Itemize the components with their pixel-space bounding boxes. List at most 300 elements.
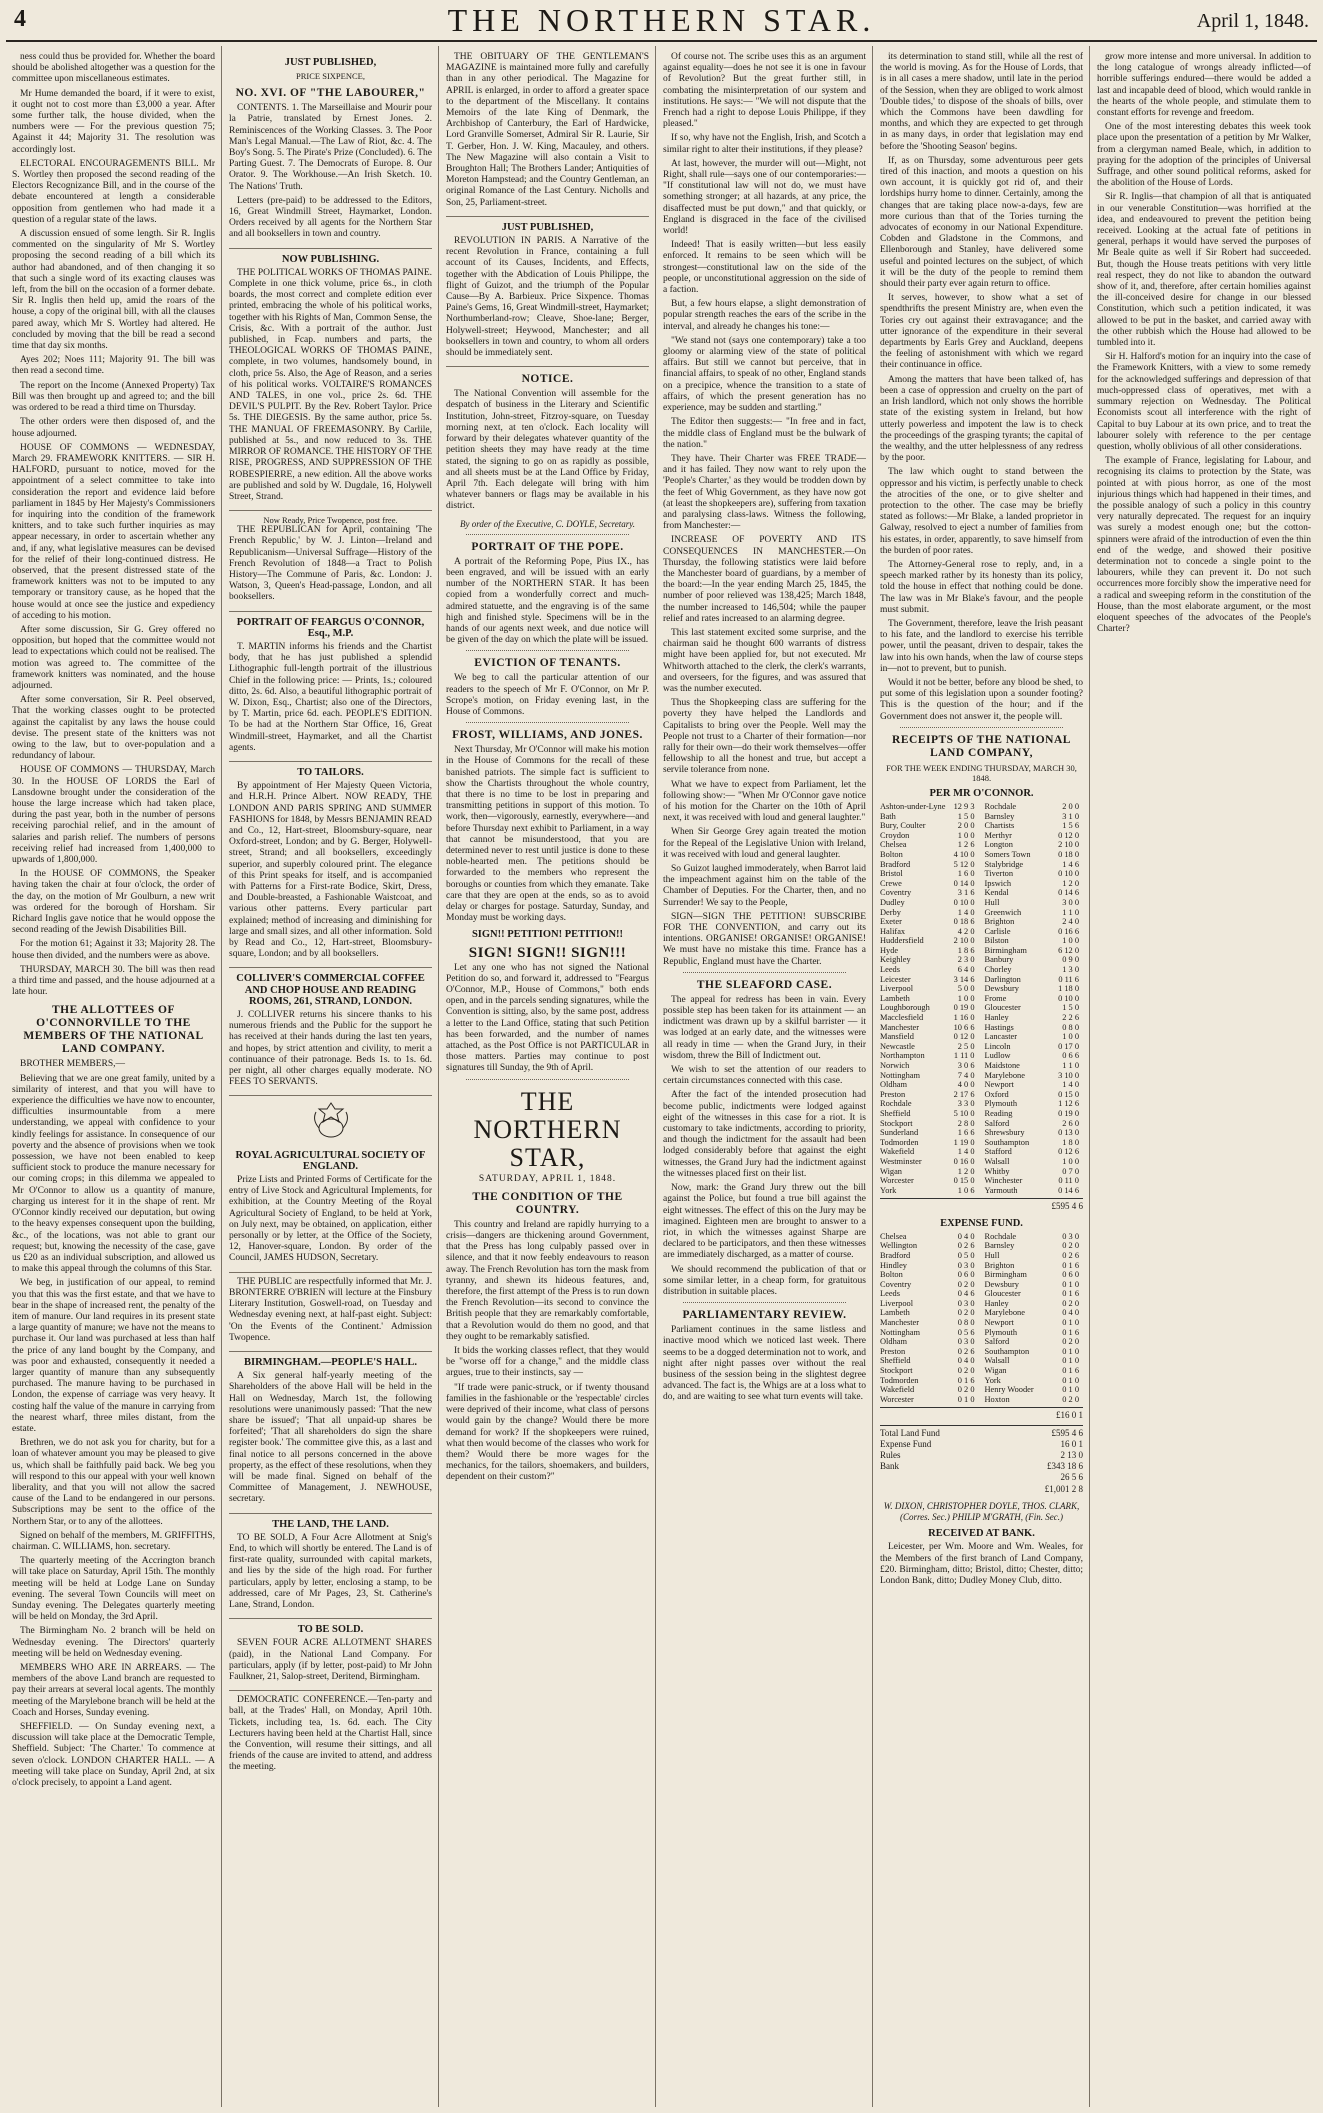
divider — [466, 1079, 629, 1080]
royal-crest-icon — [229, 1100, 432, 1144]
branch-name: Brighton — [984, 1260, 1015, 1270]
article-paragraph: The example of France, legislating for Labour, and recognising its claims to protection by the State, was pointed at with pious horror, as one of the most injurious things which had happened in their times, and the possible analogy of such a policy in this country very naturally deprecated. The request for an inquiry was surely a modest enough one; but the cotton-spinners were afraid of the introduction of even the thin end of the wedge, and showed their positive determination not to concede a single point to the labourers, while they can prevent it. Do not such occurrences more forcibly show the imperative need for a radical and sweeping reform in the constitution of the House, than the most elaborate argument, or the most eloquent speeches of the advocates of the People's Charter? — [1097, 456, 1311, 635]
amount: 0 1 6 — [1062, 1327, 1079, 1337]
table-row — [880, 1186, 979, 1196]
branch-name: Oldham — [880, 1337, 907, 1347]
column-5 — [880, 52, 1083, 2107]
amount: 0 10 0 — [1058, 869, 1079, 879]
amount: 1 6 6 — [957, 1128, 975, 1138]
branch-name: Westminster — [880, 1156, 922, 1166]
amount: 1 19 0 — [953, 1137, 975, 1147]
amount: 4 10 0 — [953, 849, 975, 859]
newspaper-title: THE NORTHERN STAR. — [447, 2, 876, 38]
branch-name: Todmorden — [880, 1375, 919, 1385]
amount: 0 10 0 — [953, 897, 975, 907]
table-row — [985, 1003, 1084, 1013]
article-paragraph: Parliament continues in the same listless and inactive mood which we noticed last week. There seems to be a dogged determination not to work, and night after night passes over without the real business of the session being in the slightest degree advanced. The fact is, the Whigs are at a loss what to do, and are waiting to see what turn events will take. — [663, 1325, 866, 1403]
table-row — [880, 1080, 979, 1090]
ad-heading: Now Ready, Price Twopence, post free. — [263, 515, 398, 526]
branch-name: Coventry — [880, 888, 912, 898]
table-row — [985, 1119, 1084, 1129]
amount: 0 9 0 — [1062, 955, 1079, 965]
amount: 0 3 0 — [957, 1298, 975, 1308]
letter-paragraph: We beg, in justification of our appeal, to remind you that this was the first estate, and that we have to bear in the shape of increased rent, the penalty of the item of manure. Our land requires in its present state a large quantity of manure; we have not the means to purchase it. Our land was purchased at less than half the price of any land bought by the Company, and was poor and exhausted, consequently it needed a larger quantity of manure than any subsequently purchased. The manure having to be purchased in London, the expense of carriage was very heavy. It costing half the value of the manure in carrying from the nearest wharf, three miles distant, from the estate. — [12, 1278, 215, 1434]
amount: 2 8 0 — [957, 1118, 975, 1128]
amount: 2 0 0 — [957, 821, 975, 831]
branch-name: Stockport — [880, 1366, 913, 1376]
amount: 7 4 0 — [957, 1070, 975, 1080]
table-row — [880, 1366, 979, 1376]
branch-name: Halifax — [880, 926, 906, 936]
table-row — [985, 908, 1084, 918]
table-row — [880, 1042, 979, 1052]
table-row — [985, 821, 1084, 831]
divider — [466, 722, 629, 723]
branch-name: Macclesfield — [880, 1013, 924, 1023]
amount: 1 2 0 — [957, 1166, 975, 1176]
table-row — [985, 1241, 1084, 1251]
branch-name: Mansfield — [880, 1032, 914, 1042]
expense-headline: EXPENSE FUND. — [940, 1217, 1023, 1229]
article-paragraph: Indeed! That is easily written—but less easily enforced. It remains to be seen which will be strongest—constitutional law on the side of the people, or unconstitutional aggression on the side of a faction. — [663, 240, 866, 296]
article-paragraph: INCREASE OF POVERTY AND ITS CONSEQUENCES IN MANCHESTER.—On Thursday, the following statistics were laid before the Manchester board of guardians, by a member of the board:—In the year ending March 25, 1845, the number of poor relieved was 138,425; March 1848, the number increased to 146,504; while the pauper relief and rates increased to an alarming degree. — [663, 535, 866, 624]
branch-name: Dewsbury — [984, 984, 1019, 994]
amount: 2 4 0 — [1062, 917, 1079, 927]
branch-name: Barnsley — [984, 811, 1015, 821]
article-paragraph: Let any one who has not signed the National Petition do so, and forward it, addressed to "Feargus O'Connor, M.P., House of Commons," both ends open, and in the parcels sending signatures, while the Convention is sitting, also, by the same post, address a letter to the Land Office, stating that such Petition has been forwarded, and the number of names attached, as the Post Office is not PARTICULAR in those matters. Parties may continue to post signatures till Sunday, the 9th of April. — [446, 962, 649, 1074]
amount: 1 2 6 — [957, 840, 975, 850]
receipts-table — [880, 802, 1083, 1195]
amount: 0 5 6 — [957, 1327, 975, 1337]
branch-name: Hindley — [880, 1260, 907, 1270]
branch-name: Worcester — [880, 1176, 914, 1186]
amount: 1 6 0 — [957, 869, 975, 879]
table-row — [985, 1167, 1084, 1177]
branch-name: Liverpool — [880, 984, 914, 994]
article-paragraph: When Sir George Grey again treated the motion for the Repeal of the Legislative Union with Ireland, it was received with loud and general laughter. — [663, 827, 866, 860]
advertisement — [229, 973, 432, 1096]
table-row — [880, 869, 979, 879]
article-paragraph: For the motion 61; Against it 33; Majority 28. The house then divided, and the numbers were as above. — [12, 939, 215, 961]
column-divider — [438, 46, 439, 2107]
advertisement — [229, 1357, 432, 1514]
article-paragraph: We beg to call the particular attention of our readers to the speech of Mr F. O'Connor, on Mr P. Scrope's motion, on Friday evening last, in the House of Commons. — [446, 673, 649, 717]
amount: 0 16 0 — [953, 1156, 975, 1166]
amount: 1 4 0 — [1062, 1080, 1079, 1090]
table-row — [880, 927, 979, 937]
amount: 1 4 0 — [957, 1147, 975, 1157]
table-row — [985, 1251, 1084, 1261]
amount: 0 1 0 — [1062, 1346, 1079, 1356]
amount: 1 0 0 — [957, 830, 975, 840]
article-paragraph: The Attorney-General rose to reply, and, in a speech marked rather by its honesty than its policy, told the house in effect that nothing could be done. The law was in Mr Blake's favour, and the people must submit. — [880, 559, 1083, 615]
article-paragraph: After some conversation, Sir R. Peel observed, That the working classes ought to be protected against the capitalist by any laws the house could devise. The present state of the knitters was not owing to the law, but to over-population and a redundancy of labour. — [12, 695, 215, 762]
table-row — [985, 965, 1084, 975]
amount: 2 6 0 — [1062, 1118, 1079, 1128]
article-paragraph: What we have to expect from Parliament, let the following show:— "When Mr O'Connor gave notice of his motion for the Charter on the 10th of April next, it was received with loud and general laughter." — [663, 779, 866, 824]
amount: 1 5 0 — [1062, 1003, 1079, 1013]
amount: 0 2 6 — [957, 1241, 975, 1251]
letter-paragraph: Believing that we are one great family, united by a similarity of interest, and that you will have to experience the difficulties we have now to encounter, difficulties insurmountable from a mere understanding, we appeal with confidence to your kindly feelings for assistance. In consequence of our poverty and the absence of provisions when we took possession, we have not been enabled to keep sufficient stock to produce the manure necessary for our coming crops; in this dilemma we appealed to Mr O'Connor to allow us a quantity of manure, charging us interest for it in the shape of rent. Mr O'Connor kindly received our deputation, but owing to the heavy expenses consequent upon the building, &c., of the locations, was not able to grant our request; but, knowing the necessity of the case, gave us £20 as an individual subscription, and allowed us to make this appeal through the columns of this Star. — [12, 1073, 215, 1275]
article-paragraph: ELECTORAL ENCOURAGEMENTS BILL. Mr S. Wortley then proposed the second reading of the Electors Recognizance Bill, and in the course of the debate encountered at length a considerable opposition from gentlemen who had made it a question of a regular state of the laws. — [12, 158, 215, 225]
notice-paragraph: The quarterly meeting of the Accrington branch will take place on Saturday, April 15th. The monthly meeting will be held at Lodge Lane on Sunday evening. The several Town Councils will meet on Sunday evening. The Delegates quarterly meeting will be held on Monday, the 3rd April. — [12, 1556, 215, 1623]
branch-name: Crewe — [880, 878, 902, 888]
branch-name: Greenwich — [984, 907, 1022, 917]
amount: 3 1 0 — [1062, 811, 1079, 821]
amount: 0 11 0 — [1058, 1176, 1079, 1186]
amount: 0 10 0 — [1058, 993, 1079, 1003]
table-row — [985, 1376, 1084, 1386]
table-row — [985, 888, 1084, 898]
section-headline: FROST, WILLIAMS, AND JONES. — [452, 729, 643, 742]
article-paragraph: Ayes 202; Noes 111; Majority 91. The bill was then read a second time. — [12, 355, 215, 377]
branch-name: Carlisle — [984, 926, 1011, 936]
article-paragraph: ness could thus be provided for. Whether the board should be abolished altogether was a question for the committee upon miscellaneous estimates. — [12, 52, 215, 85]
total-row — [880, 1461, 1083, 1472]
advertisement — [229, 515, 432, 611]
advertisement — [229, 1277, 432, 1352]
totals-block — [880, 1425, 1083, 1495]
table-row — [985, 994, 1084, 1004]
divider — [466, 534, 629, 535]
article-paragraph: The other orders were then disposed of, and the house adjourned. — [12, 417, 215, 439]
table-row — [880, 984, 979, 994]
amount: 2 10 0 — [1058, 840, 1079, 850]
total-label: Bank — [880, 1461, 899, 1472]
notice-paragraph: SHEFFIELD. — On Sunday evening next, a discussion will take place at the Democratic Temple, Sheffield. Subject: 'The Charter.' To commence at seven o'clock. LONDON CHARTER HALL. — A meeting will take place on Sunday, April 2nd, at six o'clock precisely, to appoint a Land agent. — [12, 1722, 215, 1789]
section-headline: THE SLEAFORD CASE. — [696, 978, 833, 991]
ad-body: THE REPUBLICAN for April, containing 'The French Republic,' by W. J. Linton—Ireland and Republicanism—Universal Suffrage—History of the French Revolution of 1848—a Tract to Polish History—The Commune of Paris, &c. London: J. Watson, 3, Queen's Head-passage, London, and all booksellers. — [229, 525, 432, 603]
sum-value: £595 4 6 — [1051, 1201, 1083, 1212]
branch-name: Shrewsbury — [984, 1128, 1025, 1138]
table-row — [985, 1356, 1084, 1366]
table-row — [880, 1176, 979, 1186]
ad-heading: NOW PUBLISHING. — [281, 253, 380, 265]
branch-name: Sheffield — [880, 1108, 911, 1118]
ad-body: SEVEN FOUR ACRE ALLOTMENT SHARES (paid), in the National Land Company. For particulars, apply (if by letter, post-paid) to Mr John Faulkner, 21, Salop-street, Deritend, Birmingham. — [229, 1638, 432, 1682]
table-row — [880, 888, 979, 898]
column-divider — [221, 46, 222, 2107]
article-paragraph: Would it not be better, before any blood be shed, to put some of this legislation upon a sounder footing? This is the question of the hour; and if the Government does not answer it, the people will. — [880, 677, 1083, 722]
branch-name: Salford — [984, 1118, 1010, 1128]
advertisement — [446, 222, 649, 367]
amount: 1 0 0 — [1062, 1156, 1079, 1166]
branch-name: Chartists — [984, 821, 1015, 831]
amount: 0 2 0 — [1062, 1298, 1079, 1308]
article-paragraph: The law which ought to stand between the oppressor and his victim, is perfectly unable to check the atrocities of the one, or to give shelter and protection to the other. The case may be briefly stated as follows:—Mr Blake, a landed proprietor in Galway, resolved to eject a number of families from his estates, in order, apparently, to save himself from the burden of poor rates. — [880, 467, 1083, 556]
table-row — [880, 812, 979, 822]
ad-body: By appointment of Her Majesty Queen Victoria, and H.R.H. Prince Albert. NOW READY, THE LONDON AND PARIS SPRING AND SUMMER FASHIONS for 1848, by Messrs BENJAMIN READ and Co., 12, Hart-street, Bloomsbury-square, near Oxford-street, London; and by G. Berger, Holywell-street, Strand; and all booksellers, exceedingly superior, and superbly coloured print. The elegance of this Print speaks for itself, and is accompanied with Patterns for a First-rate Bodice, Skirt, Dress, and Double-breasted, a Fashionable Waistcoat, and various other patterns. Every particular part explained; method of increasing and diminishing for large and small sizes, and all other information. Sold by Read and Co., 12, Hart-street, Bloomsbury-square, London; and by all booksellers. — [229, 781, 432, 960]
amount: 2 0 0 — [1062, 801, 1079, 811]
receipts-sum — [880, 1198, 1083, 1212]
table-row — [880, 946, 979, 956]
branch-name: Frome — [984, 993, 1007, 1003]
branch-name: Maidstone — [984, 1061, 1020, 1071]
article-paragraph: Mr Hume demanded the board, if it were to exist, it ought not to cost more than £3,000 a year. After some further talk, the house divided, when the numbers were — For the previous question 75; Against it 44; Majority 31. The resolution was accordingly lost. — [12, 88, 215, 155]
column-2 — [229, 52, 432, 2107]
advertisement — [229, 254, 432, 511]
table-row — [880, 1328, 979, 1338]
column-6 — [1097, 52, 1311, 2107]
article-paragraph: A portrait of the Reforming Pope, Pius IX., has been engraved, and will be issued with an early number of the NORTHERN STAR. It has been copied from a wonderfully correct and much-admired statuette, and the engraving is of the same high and finished style. Specimens will be in the hands of our agents next week, and due notice will be given of the day on which the plate will be issued. — [446, 556, 649, 646]
expense-sum — [880, 1407, 1083, 1421]
ad-heading: TO TAILORS. — [297, 766, 364, 778]
branch-name: Darlington — [984, 974, 1021, 984]
section-headline: PARLIAMENTARY REVIEW. — [682, 1309, 847, 1322]
branch-name: Bolton — [880, 1270, 903, 1280]
ad-body: T. MARTIN informs his friends and the Chartist body, that he has just published a splendid Lithographic full-length portrait of the illustrious Chief in the following price: — Prints, 1s.; coloured ditto, 2s. 6d. Also, a beautiful lithographic portrait of W. Dixon, Esq., Chartist; also one of the Directors, by T. Martin, price 6d. each. PEOPLE'S EDITION. To be had at the Northern Star Office, 16, Great Windmill-street, Haymarket, and all the Chartist agents. — [229, 641, 432, 753]
advertisement — [229, 1624, 432, 1691]
amount: 1 1 0 — [1062, 907, 1079, 917]
ad-heading: TO BE SOLD. — [297, 1624, 364, 1636]
amount: 0 4 0 — [1062, 1308, 1079, 1318]
amount: 1 5 0 — [957, 811, 975, 821]
table-row — [985, 1109, 1084, 1119]
branch-name: Bristol — [880, 869, 903, 879]
table-row — [880, 1032, 979, 1042]
amount: 6 4 0 — [957, 965, 975, 975]
branch-name: Rochdale — [984, 1231, 1017, 1241]
table-row — [880, 917, 979, 927]
article-paragraph: It serves, however, to show what a set of spendthrifts the present Ministry are, when even the Tories cry out against their extravagance; and the utter ignorance of the expenditure in their several departments by Earls Grey and Auckland, deepens the feeling of astonishment with which we regard their continuance in office. — [880, 293, 1083, 371]
branch-name: Derby — [880, 907, 901, 917]
table-row — [985, 984, 1084, 994]
table-row — [985, 802, 1084, 812]
branch-name: Norwich — [880, 1061, 910, 1071]
amount: 0 1 0 — [1062, 1375, 1079, 1385]
branch-name: Manchester — [880, 1022, 920, 1032]
table-row — [880, 1376, 979, 1386]
ad-heading: JUST PUBLISHED, — [284, 57, 377, 68]
table-row — [880, 1099, 979, 1109]
branch-name: Somers Town — [984, 849, 1031, 859]
amount: 0 8 0 — [957, 1318, 975, 1328]
amount: 0 2 0 — [957, 1279, 975, 1289]
table-row — [880, 1023, 979, 1033]
branch-name: Nottingham — [880, 1327, 921, 1337]
table-row — [880, 860, 979, 870]
ad-heading: BIRMINGHAM.—PEOPLE'S HALL. — [244, 1356, 417, 1368]
amount: 0 2 6 — [1062, 1250, 1079, 1260]
leader-date: SATURDAY, APRIL 1, 1848. — [478, 1173, 617, 1184]
table-row — [985, 1395, 1084, 1405]
divider — [466, 650, 629, 651]
branch-name: Walsall — [984, 1156, 1010, 1166]
amount: 0 2 0 — [957, 1308, 975, 1318]
amount: 0 4 6 — [957, 1289, 975, 1299]
article-paragraph: The National Convention will assemble for the despatch of business in the Literary and Scientific Institution, John-street, Fitzroy-square, on Tuesday morning next, at ten o'clock. Each locality will forward by their delegates whatever quantity of the petition sheets they may have ready at the time stated, the signing to go on as rapidly as possible, and all sheets must be at the Land Office by Friday, April 7th. Each delegate will bring with him whatever banners or flags may be available in his district. — [446, 389, 649, 512]
section-headline: THE CONDITION OF THE COUNTRY. — [472, 1190, 623, 1216]
amount: 1 8 6 — [957, 945, 975, 955]
amount: 0 19 0 — [1058, 1108, 1079, 1118]
article-paragraph: So Guizot laughed immoderately, when Barrot laid the impeachment against him on the table of the Chamber of Deputies. For the Charter, then, and no Surrender! We say to the People, — [663, 864, 866, 908]
amount: 0 14 6 — [1058, 888, 1079, 898]
amount: 1 3 0 — [1062, 965, 1079, 975]
branch-name: Newport — [984, 1318, 1014, 1328]
article-paragraph: "If trade were panic-struck, or if twenty thousand families in the fashionable or the 'respectable' circles were deprived of their income, what class of persons would gain by the change? Would there be more demand for work? If the shopkeepers were ruined, what then would become of the classes who work for them? Would there be more wages for the mechanics, for the tailors, shoemakers, and builders, dependent on their custom?" — [446, 1382, 649, 1483]
branch-name: Chorley — [984, 965, 1012, 975]
table-row — [880, 821, 979, 831]
amount: 0 4 0 — [957, 1356, 975, 1366]
total-row — [880, 1428, 1083, 1439]
branch-name: Liverpool — [880, 1298, 914, 1308]
table-row — [985, 1366, 1084, 1376]
table-row — [985, 860, 1084, 870]
branch-name: Newport — [984, 1080, 1014, 1090]
branch-name: Nottingham — [880, 1070, 921, 1080]
letter-headline: THE ALLOTTEES OF O'CONNORVILLE TO THE MEMBERS OF THE NATIONAL LAND COMPANY. — [23, 1004, 204, 1056]
branch-name: Walsall — [984, 1356, 1010, 1366]
amount: 1 0 0 — [957, 993, 975, 1003]
branch-name: Ludlow — [984, 1051, 1011, 1061]
branch-name: Stockport — [880, 1118, 913, 1128]
table-row — [985, 1232, 1084, 1242]
receipts-subheading: PER MR O'CONNOR. — [929, 787, 1034, 799]
ad-body: TO BE SOLD, A Four Acre Allotment at Snig's End, to which will shortly be entered. The Land is of first-rate quality, surrounded with capital markets, and lies by the side of the high road. For further particulars, apply by letter, enclosing a stamp, to be addressed, care of Mr Pages, 23, St. Catherine's Lane, Strand, London. — [229, 1532, 432, 1610]
branch-name: Gloucester — [984, 1003, 1021, 1013]
amount: 0 3 0 — [957, 1337, 975, 1347]
article-paragraph: The Editor then suggests:— "In free and in fact, the middle class of England must be the bulwark of the nation." — [663, 417, 866, 450]
column-divider — [872, 46, 873, 2107]
table-row — [985, 1318, 1084, 1328]
section-headline: NOTICE. — [521, 373, 574, 386]
expense-table — [880, 1232, 1083, 1405]
amount: 2 5 0 — [957, 1041, 975, 1051]
directors-signature: W. DIXON, CHRISTOPHER DOYLE, THOS. CLARK, (Corres. Sec.) PHILIP M'GRATH, (Fin. Sec.) — [883, 1500, 1080, 1523]
article-paragraph: Sir R. Inglis—that champion of all that is antiquated in our venerable Constitution—was horrified at the idea, and endeavoured to prevent the petition being received. Looking at the actual fate of petitions in general, perhaps it would have served the purposes of Mr Beale quite as well if Sir Robert had succeeded. But, though the House treats petitions with very little real respect, they do not like to abandon the outward show of it, and, therefore, after certain homilies against the ill-conceived desire for change in our blessed Constitution, which such a petition indicated, it was allowed to be put in the basket, and carried away with the other rubbish which the House had allowed to be tumbled into it. — [1097, 192, 1311, 349]
branch-name: Croydon — [880, 830, 910, 840]
amount: 0 2 0 — [957, 1366, 975, 1376]
branch-name: Stafford — [984, 1147, 1012, 1157]
branch-name: York — [984, 1375, 1001, 1385]
table-row — [985, 1308, 1084, 1318]
branch-name: Leeds — [880, 965, 900, 975]
amount: 6 12 0 — [1058, 945, 1079, 955]
amount: 1 1 0 — [1062, 1061, 1079, 1071]
branch-name: Manchester — [880, 1318, 920, 1328]
amount: 0 18 0 — [1058, 849, 1079, 859]
amount: 0 12 0 — [1058, 830, 1079, 840]
article-paragraph: The appeal for redress has been in vain. Every possible step has been taken for its attainment — an indictment was drawn up by a skilful barrister — it was lodged at an early date, and the witnesses were all ready in time — when the Grand Jury, in their wisdom, threw the Bill of Indictment out. — [663, 994, 866, 1061]
amount: 0 16 6 — [1058, 926, 1079, 936]
amount: 0 1 6 — [1062, 1289, 1079, 1299]
amount: 0 3 0 — [1062, 1231, 1079, 1241]
ad-body: REVOLUTION IN PARIS. A Narrative of the recent Revolution in France, containing a full account of its Causes, Incidents, and Effects, together with the Abdication of Louis Philippe, the flight of Guizot, and the triumph of the Popular Cause—By A. Barbieux. Price Sixpence. Thomas Paine's Gems, 16, Great Windmill-street, Haymarket; Northumberland-row; Cleave, Shoe-lane; Berger, Holywell-street; Heywood, Manchester; and all booksellers in town and country, to whom all orders should be immediately sent. — [446, 236, 649, 359]
table-row — [880, 1157, 979, 1167]
article-paragraph: But, a few hours elapse, a slight demonstration of popular strength reaches the ears of the scribe in the interval, and already he changes his tone:— — [663, 299, 866, 332]
amount: 0 6 0 — [957, 1270, 975, 1280]
branch-name: Hanley — [984, 1013, 1009, 1023]
amount: 2 17 6 — [953, 1089, 975, 1099]
article-paragraph: "We stand not (says one contemporary) take a too gloomy or alarming view of the state of political affairs. But still we cannot but perceive, that in financial affairs, to speak of no other, England stands on a precipice, whence the transition to a state of affairs, of which the present generation has no experience, may be sudden and startling." — [663, 335, 866, 414]
table-row — [985, 1270, 1084, 1280]
amount: 0 15 0 — [1058, 1089, 1079, 1099]
table-row — [880, 994, 979, 1004]
table-row — [985, 1099, 1084, 1109]
amount: 0 8 0 — [1062, 1022, 1079, 1032]
branch-name: Keighley — [880, 955, 911, 965]
table-row — [985, 946, 1084, 956]
amount: 1 0 0 — [1062, 936, 1079, 946]
branch-name: Brighton — [984, 917, 1015, 927]
column-divider — [1089, 46, 1090, 2107]
branch-name: Coventry — [880, 1279, 912, 1289]
branch-name: Oldham — [880, 1080, 907, 1090]
article-paragraph: After some discussion, Sir G. Grey offered no opposition, but hoped that the committee would not lead to expectations which could not be realised. The motion was agreed to. The committee of the framework knitters was nominated, and the house adjourned. — [12, 624, 215, 691]
sum-value: £16 0 1 — [1056, 1410, 1083, 1421]
column-1 — [12, 52, 215, 2107]
bank-headline: RECEIVED AT BANK. — [928, 1528, 1035, 1540]
table-row — [985, 1347, 1084, 1357]
branch-name: Exeter — [880, 917, 902, 927]
total-value: £343 18 6 — [1047, 1461, 1083, 1472]
branch-name: Plymouth — [984, 1099, 1018, 1109]
article-paragraph: At last, however, the murder will out—Might, not Right, shall rule—says one of our contemporaries:— "If constitutional law will not do, we must have something stronger; at all hazards, at any price, the disaffected must be put down," and that quickly, or England is disgraced in the face of the civilised world! — [663, 158, 866, 237]
letter-paragraph: Brethren, we do not ask you for charity, but for a loan of whatever amount you may be pleased to give us, which shall be faithfully paid back. We beg you will respond to this our appeal with your well known liberality, and that you will not allow the sacred cause of the Land to be endangered in our persons. Subscriptions may be sent to the office of the Northern Star, or to any of the allottees. — [12, 1438, 215, 1527]
table-row — [880, 936, 979, 946]
ad-heading: PORTRAIT OF FEARGUS O'CONNOR, Esq., M.P. — [236, 616, 425, 639]
table-row — [880, 850, 979, 860]
table-row — [880, 1251, 979, 1261]
leader-title: THE NORTHERN STAR, — [473, 1086, 622, 1172]
branch-name: Bradford — [880, 859, 911, 869]
table-row — [880, 1318, 979, 1328]
ad-title: NO. XVI. OF "THE LABOURER," — [235, 87, 426, 100]
branch-name: Bilston — [984, 936, 1009, 946]
column-4 — [663, 52, 866, 2107]
total-row — [880, 1484, 1083, 1495]
article-paragraph: The Government, therefore, leave the Irish peasant to his fate, and the landlord to exercise his terrible power, until the peasant, driven to despair, takes the law into his own hands, when the law of course steps in—not to prevent, but to punish. — [880, 618, 1083, 674]
total-value: 16 0 1 — [1060, 1438, 1083, 1449]
total-row — [880, 1472, 1083, 1483]
amount: 0 1 6 — [1062, 1366, 1079, 1376]
amount: 1 11 0 — [953, 1051, 975, 1061]
article-paragraph: HOUSE OF COMMONS — THURSDAY, March 30. In the HOUSE OF LORDS the Earl of Lansdowne brought under the consideration of the house the large increase which had taken place, during the past year, both in the number of persons receiving parochial relief, and in the amount of salaries and parish relief. The numbers of persons receiving relief had increased from 1,400,000 to upwards of 1,800,000. — [12, 765, 215, 866]
advertisement — [229, 1519, 432, 1620]
table-row — [985, 1176, 1084, 1186]
article-paragraph: We wish to set the attention of our readers to certain circumstances connected with this case. — [663, 1065, 866, 1087]
receipts-subtitle: FOR THE WEEK ENDING THURSDAY, MARCH 30, 1848. — [886, 762, 1077, 783]
letter-salutation: BROTHER MEMBERS,— — [20, 1059, 126, 1070]
table-row — [880, 1147, 979, 1157]
amount: 0 2 6 — [957, 1346, 975, 1356]
expense-table-left — [880, 1232, 979, 1405]
table-row — [880, 1347, 979, 1357]
article-paragraph: Of course not. The scribe uses this as an argument against equality—does he not see it is one in favour of Revolution? But the great further still, in combating the misinterpretation of our system and institutions. He says:— "We will not dispute that the French had a right to depose Louis Philippe, if they pleased." — [663, 52, 866, 130]
branch-name: Rochdale — [880, 1099, 912, 1109]
amount: 2 10 0 — [953, 936, 975, 946]
ad-body: Letters (pre-paid) to be addressed to the Editors, 16, Great Windmill Street, Haymarket, London. Orders received by all agents for the Northern Star and all booksellers in town and country. — [229, 195, 432, 240]
bank-receipts: Leicester, per Wm. Moore and Wm. Weales, for the Members of the first branch of Land Company, £20. Birmingham, ditto; Bristol, ditto; Chester, ditto; London Bank, ditto; Dudley Money Club, ditto. — [880, 1542, 1083, 1587]
total-value: 26 5 6 — [1060, 1472, 1083, 1483]
receipts-table-right — [985, 802, 1084, 1195]
article-paragraph: Next Thursday, Mr O'Connor will make his motion in the House of Commons for the recall of these banished patriots. The simple fact is sufficient to show the Chartists throughout the whole country, that there is no time to be lost in preparing and transmitting petitions in support of this motion. To work, then—vigorously, earnestly, everywhere—and before Thursday next exhibit to Parliament, in a way that cannot be misunderstood, that you are determined never to rest until justice is done to these noble-hearted men. The petitions should be forwarded to the members who represent the boroughs or counties from which they emanate. Take care that they are open at the ends, so as to avoid delay or charges for postage. Saturday, Sunday, and Monday must be working days. — [446, 745, 649, 924]
table-row — [985, 898, 1084, 908]
advertisement — [229, 617, 432, 762]
article-paragraph: It bids the working classes reflect, that they would be "worse off for a change," and the middle class argues, true to their instincts, say — — [446, 1346, 649, 1379]
table-row — [985, 1042, 1084, 1052]
table-row — [985, 1186, 1084, 1196]
amount: 1 2 0 — [1062, 878, 1079, 888]
table-row — [880, 1299, 979, 1309]
amount: 10 6 6 — [953, 1022, 975, 1032]
table-row — [985, 917, 1084, 927]
advertisement — [229, 767, 432, 968]
table-row — [880, 1128, 979, 1138]
issue-date: April 1, 1848. — [1196, 10, 1309, 32]
table-row — [880, 1051, 979, 1061]
amount: 0 17 0 — [1058, 1041, 1079, 1051]
